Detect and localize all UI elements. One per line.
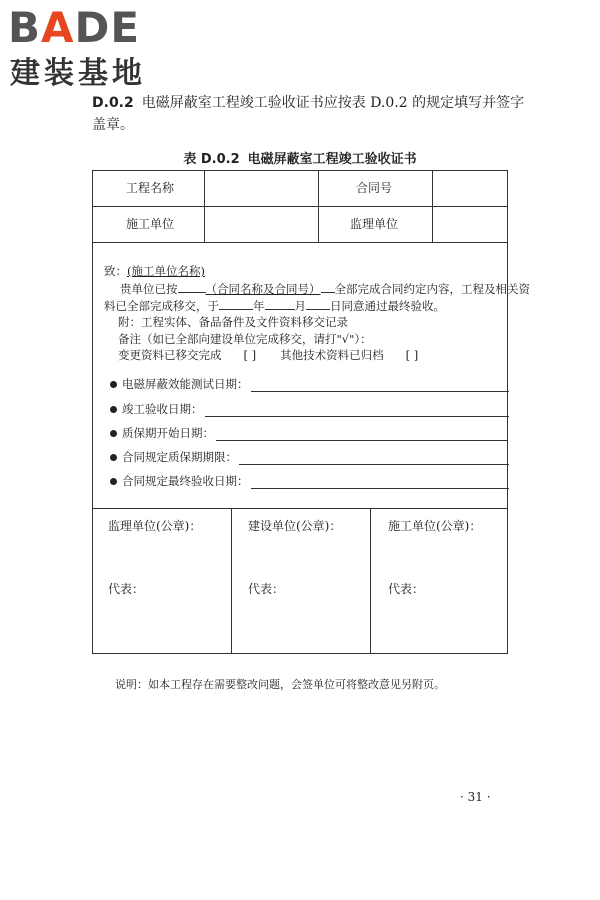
other-docs-label: 其他技术资料已归档 [280,348,384,362]
letter-text: 日同意通过最终验收。 [330,299,445,313]
intro-paragraph [92,92,532,136]
salutation-prefix: 致： [104,264,127,278]
bullet-icon [110,406,117,413]
bullet-icon [110,381,117,388]
letter-salutation [104,263,205,279]
section-number: D.0.2 [92,95,134,111]
brand-logo [8,4,178,96]
field-warranty-period [110,449,509,465]
rep-supervision: 代表： [108,582,145,596]
letter-attachment: 附：工程实体、备品备件及文件资料移交记录 [118,315,348,329]
field-label: 合同规定最终验收日期： [122,474,249,488]
field-warranty-start-date [110,425,508,441]
rep-construction: 代表： [388,582,425,596]
change-docs-label: 变更资料已移交完成 [118,348,222,362]
signature-owner-unit: 建设单位(公章)： [248,519,342,533]
field-shielding-test-date [110,376,509,392]
blank-line [265,297,295,310]
signature-supervision-unit: 监理单位(公章)： [108,519,202,533]
fill-line[interactable] [251,379,509,392]
letter-line-2 [104,297,445,314]
field-label: 电磁屏蔽效能测试日期： [122,377,249,391]
field-label: 合同规定质保期期限： [122,450,237,464]
bullet-icon [110,430,117,437]
blank-line [306,297,330,310]
fill-line[interactable] [251,476,509,489]
logo-wordmark: BADE [8,3,141,52]
year-label: 年 [253,299,265,313]
letter-line-1 [120,280,530,297]
rep-owner: 代表： [248,582,285,596]
other-docs-checkbox[interactable]: [ ] [405,348,419,362]
blank-line [321,280,335,293]
bullet-icon [110,478,117,485]
blank-line [219,297,253,310]
contract-placeholder: （合同名称及合同号） [205,282,321,296]
label-supervision-unit: 监理单位 [350,217,399,231]
label-project-name: 工程名称 [126,181,175,195]
table-note: 说明：如本工程存在需要整改问题，会签单位可将整改意见另附页。 [115,678,445,691]
letter-checklist [118,347,418,363]
field-label: 质保期开始日期： [122,426,214,440]
fill-line[interactable] [216,428,508,441]
intro-text: 电磁屏蔽室工程竣工验收证书应按表 D.0.2 的规定填写并签字盖章。 [92,95,525,133]
letter-text: 全部完成合同约定内容，工程及相关资 [334,282,530,296]
column-divider [204,170,205,242]
field-final-acceptance-date [110,473,509,489]
page-number: · 31 · [460,790,491,804]
blank-line [178,280,206,293]
logo-subtitle: 建装基地 [10,56,146,91]
table-name: 电磁屏蔽室工程竣工验收证书 [247,152,417,167]
recipient-unit: (施工单位名称) [127,264,205,278]
letter-text: 料已全部完成移交，于 [104,299,219,313]
month-label: 月 [294,299,306,313]
table-number: 表 D.0.2 [183,152,240,167]
table-title [0,148,600,167]
row-divider [92,242,508,243]
column-divider [432,170,433,242]
label-construction-unit: 施工单位 [126,217,175,231]
row-divider [92,508,508,509]
label-contract-no: 合同号 [356,181,393,195]
letter-remark: 备注（如已全部向建设单位完成移交，请打"√"）： [118,332,372,346]
letter-text: 贵单位已按 [120,282,178,296]
column-divider [370,508,371,654]
signature-construction-unit: 施工单位(公章)： [388,519,482,533]
field-label: 竣工验收日期： [122,402,203,416]
row-divider [92,206,508,207]
bullet-icon [110,454,117,461]
fill-line[interactable] [205,404,509,417]
column-divider [318,170,319,242]
column-divider [231,508,232,654]
change-docs-checkbox[interactable]: [ ] [243,348,257,362]
field-completion-date [110,401,509,417]
fill-line[interactable] [239,452,509,465]
